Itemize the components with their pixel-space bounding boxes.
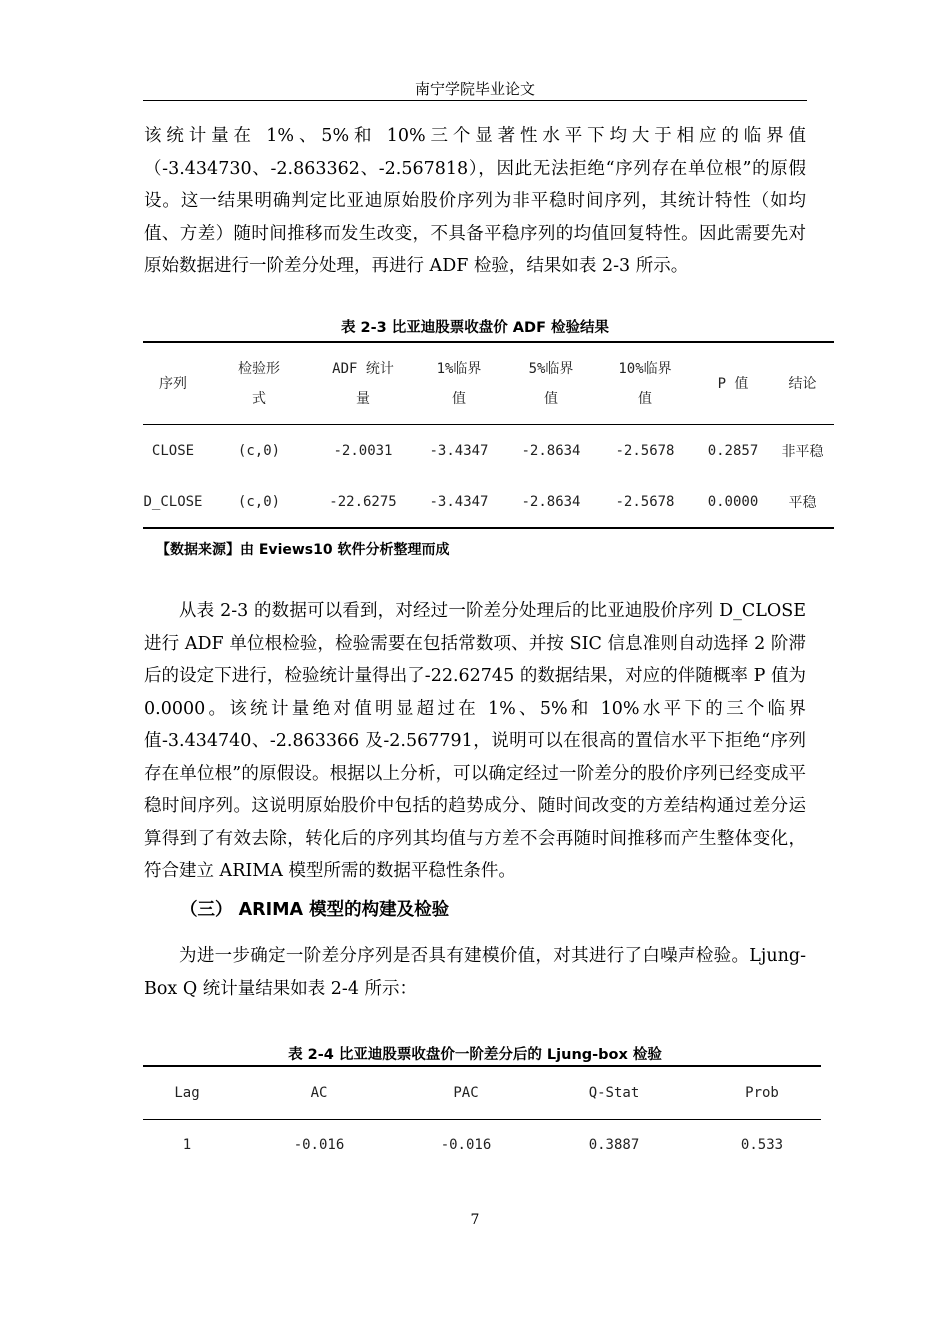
adf-test-table <box>143 341 834 529</box>
ljung-box-table <box>143 1065 821 1170</box>
table-2-3-caption: 表 2-3 比亚迪股票收盘价 ADF 检验结果 <box>340 320 610 336</box>
table-cell: (c,0) <box>237 442 281 459</box>
header-cell: Q-Stat <box>525 1066 703 1120</box>
header-cell: PAC <box>407 1066 525 1120</box>
paragraph-1: 该统计量在 1%、5%和 10%三个显著性水平下均大于相应的临界值（-3.434730、-2.863362、-2.567818），因此无法拒绝“序列存在单位根”的原假设。这一结果明确判定比亚迪原始股价序列为非平稳时间序列，其统计特性（如均值、方差）随时间推移而发生改变，不具备平稳序列的均值回复特性。因此需要先对原始数据进行一阶差分处理，再进行 ADF 检验，结果如表 2-3 所示。 <box>144 126 806 276</box>
header-cell: ADF 统计 量 <box>315 342 411 425</box>
header-divider <box>143 100 807 101</box>
header-cell: AC <box>231 1066 407 1120</box>
table-cell: -2.5678 <box>615 442 675 459</box>
paragraph-2: 从表 2-3 的数据可以看到，对经过一阶差分处理后的比亚迪股价序列 D_CLOSE 进行 ADF 单位根检验，检验需要在包括常数项、并按 SIC 信息准则自动选择 2 阶滞后的设定下进行，检验统计量得出了-22.62745 的数据结果，对应的伴随概率 P 值为 0.0000。该统计量绝对值明显超过在 1%、5%和 10%水平下的三个临界值-3.434740、-2.863366 及-2.567791，说明可以在很高的置信水平下拒绝“序列存在单位根”的原假设。根据以上分析，可以确定经过一阶差分的股价序列已经变成平稳时间序列。这说明原始股价中包括的趋势成分、随时间改变的方差结构通过差分运算得到了有效去除，转化后的序列其均值与方差不会再随时间推移而产生整体变化，符合建立 ARIMA 模型所需的数据平稳性条件。 <box>144 601 806 881</box>
table-header-row <box>143 1066 821 1120</box>
table-cell: 0.2857 <box>707 442 759 459</box>
table-cell: -0.016 <box>440 1137 492 1153</box>
table-cell: 平稳 <box>788 494 817 511</box>
header-cell: 序列 <box>143 342 203 425</box>
header-cell: Prob <box>703 1066 821 1120</box>
header-cell: 5%临界 值 <box>507 342 595 425</box>
header-cell: 结论 <box>771 342 834 425</box>
table-cell: 0.0000 <box>707 493 759 510</box>
table-cell: -0.016 <box>293 1137 345 1153</box>
table-cell: 1 <box>182 1137 192 1153</box>
page-header-title: 南宁学院毕业论文 <box>414 80 535 98</box>
data-source-note: 【数据来源】由 Eviews10 软件分析整理而成 <box>156 542 450 558</box>
header-cell: 检验形 式 <box>203 342 315 425</box>
table-cell: -3.4347 <box>429 442 489 459</box>
table-row <box>143 1120 821 1171</box>
table-cell: -2.8634 <box>521 493 581 510</box>
page-number: 7 <box>470 1212 480 1228</box>
table-cell: -22.6275 <box>329 493 397 510</box>
table-cell: 0.533 <box>740 1137 784 1153</box>
paragraph-3: 为进一步确定一阶差分序列是否具有建模价值，对其进行了白噪声检验。Ljung-Box Q 统计量结果如表 2-4 所示： <box>144 946 806 999</box>
header-cell: 1%临界 值 <box>411 342 507 425</box>
table-row <box>143 425 834 477</box>
table-cell: -3.4347 <box>429 493 489 510</box>
section-subheading: （三） ARIMA 模型的构建及检验 <box>180 900 450 920</box>
header-cell: 10%临界 值 <box>595 342 695 425</box>
header-cell: Lag <box>143 1066 231 1120</box>
table-cell: 非平稳 <box>781 443 824 460</box>
table-cell: CLOSE <box>151 442 195 459</box>
table-header-row <box>143 342 834 425</box>
table-cell: -2.5678 <box>615 493 675 510</box>
table-cell: -2.8634 <box>521 442 581 459</box>
table-cell: 0.3887 <box>588 1137 640 1153</box>
table-2-4-caption: 表 2-4 比亚迪股票收盘价一阶差分后的 Ljung-box 检验 <box>288 1047 662 1063</box>
table-cell: -2.0031 <box>333 442 393 459</box>
header-cell: P 值 <box>695 342 771 425</box>
table-cell: D_CLOSE <box>143 493 203 510</box>
table-cell: (c,0) <box>237 493 281 510</box>
table-row <box>143 476 834 528</box>
